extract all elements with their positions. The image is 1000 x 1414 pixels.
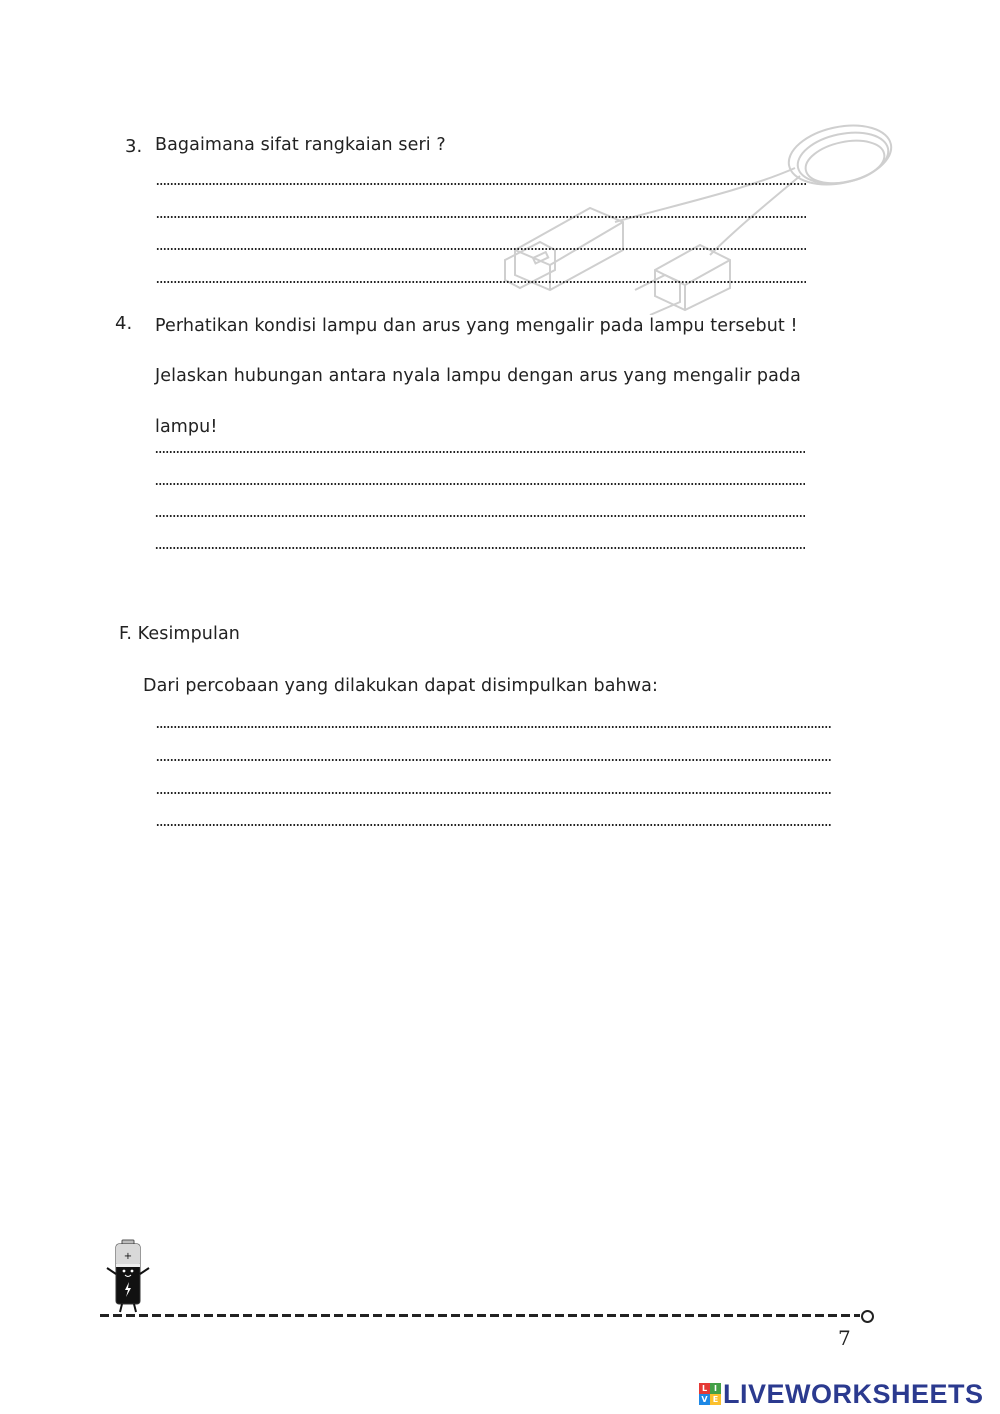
answer-line-q4-1[interactable]	[155, 451, 805, 453]
answer-line-q3-4[interactable]	[156, 281, 806, 283]
svg-text:+: +	[123, 1251, 133, 1262]
question-3-number: 3.	[125, 136, 143, 157]
answer-line-conclusion-2[interactable]	[156, 759, 832, 761]
footer-dashed-line	[100, 1314, 860, 1317]
question-4-line-2: Jelaskan hubungan antara nyala lampu dengan arus yang mengalir pada	[155, 366, 801, 386]
answer-line-q3-2[interactable]	[156, 216, 806, 218]
question-3-text: Bagaimana sifat rangkaian seri ?	[155, 135, 446, 155]
logo-letter-i: I	[710, 1383, 721, 1394]
logo-letter-v: V	[699, 1394, 710, 1405]
answer-line-q3-3[interactable]	[156, 248, 806, 250]
answer-line-conclusion-4[interactable]	[156, 824, 832, 826]
answer-line-q4-2[interactable]	[155, 483, 805, 485]
answer-line-q4-4[interactable]	[155, 547, 805, 549]
question-4-line-1: Perhatikan kondisi lampu dan arus yang mengalir pada lampu tersebut !	[155, 316, 798, 336]
answer-line-conclusion-1[interactable]	[156, 726, 832, 728]
liveworksheets-brand[interactable]	[699, 1378, 984, 1410]
question-4-number: 4.	[115, 313, 133, 334]
conclusion-heading: F. Kesimpulan	[119, 624, 240, 644]
page-number: 7	[838, 1326, 851, 1350]
liveworksheets-logo-icon	[699, 1383, 721, 1405]
answer-line-q3-1[interactable]	[156, 183, 806, 185]
answer-line-q4-3[interactable]	[155, 515, 805, 517]
question-4-line-3: lampu!	[155, 417, 218, 437]
brand-name: LIVEWORKSHEETS	[723, 1378, 984, 1409]
logo-letter-e: E	[710, 1394, 721, 1405]
battery-mascot-icon	[104, 1238, 152, 1314]
footer-line-end-circle	[861, 1310, 874, 1323]
conclusion-prompt: Dari percobaan yang dilakukan dapat disimpulkan bahwa:	[143, 676, 658, 696]
usb-cable-illustration	[495, 110, 905, 315]
logo-letter-l: L	[699, 1383, 710, 1394]
answer-line-conclusion-3[interactable]	[156, 792, 832, 794]
